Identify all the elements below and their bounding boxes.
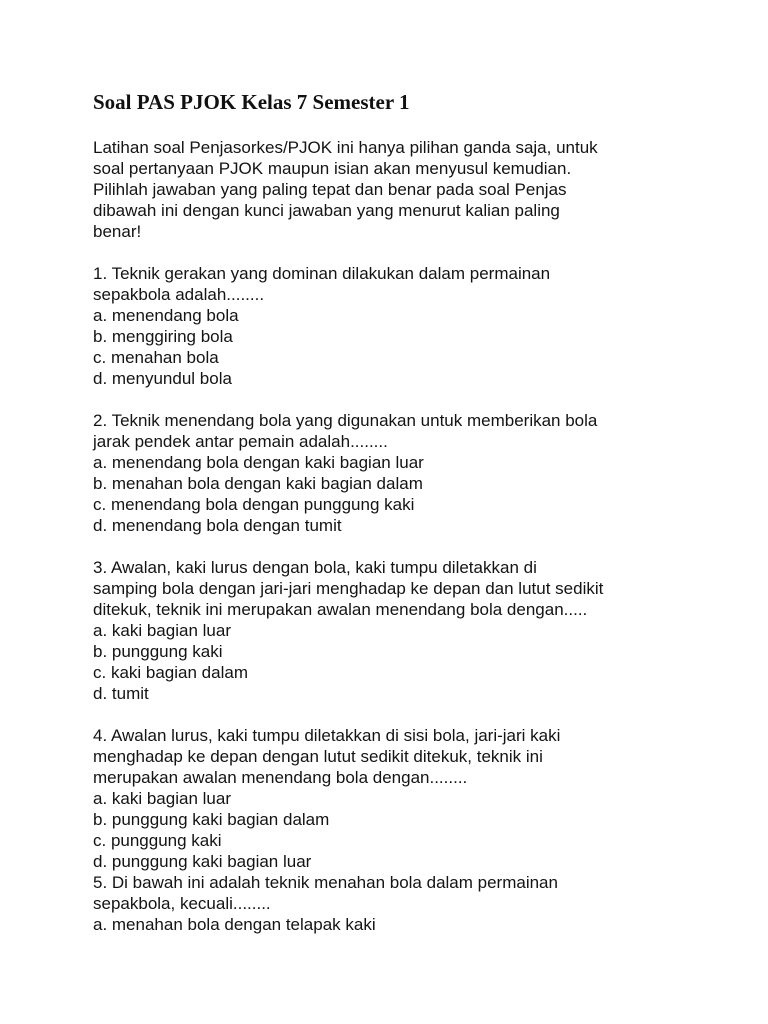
question-5 [93, 872, 733, 935]
question-1 [93, 263, 733, 389]
answer-option-a: a. menendang bola [93, 306, 239, 325]
intro-line: dibawah ini dengan kunci jawaban yang menurut kalian paling [93, 201, 560, 220]
paragraph-gap [93, 536, 733, 557]
question-text: 4. Awalan lurus, kaki tumpu diletakkan di sisi bola, jari-jari kaki [93, 726, 561, 745]
answer-option-b: b. menahan bola dengan kaki bagian dalam [93, 474, 423, 493]
intro-paragraph [93, 137, 733, 242]
paragraph-gap [93, 389, 733, 410]
question-text: sepakbola adalah........ [93, 285, 265, 304]
answer-option-c: c. menahan bola [93, 348, 219, 367]
question-4 [93, 725, 733, 872]
question-text: merupakan awalan menendang bola dengan........ [93, 768, 468, 787]
answer-option-c: c. punggung kaki [93, 831, 222, 850]
question-text: menghadap ke depan dengan lutut sedikit ditekuk, teknik ini [93, 747, 543, 766]
document-body [93, 137, 733, 935]
question-text: jarak pendek antar pemain adalah........ [93, 432, 388, 451]
answer-option-b: b. punggung kaki [93, 642, 223, 661]
answer-option-d: d. tumit [93, 684, 149, 703]
question-text: sepakbola, kecuali........ [93, 894, 271, 913]
question-3 [93, 557, 733, 704]
question-text: 5. Di bawah ini adalah teknik menahan bola dalam permainan [93, 873, 558, 892]
question-text: 2. Teknik menendang bola yang digunakan untuk memberikan bola [93, 411, 598, 430]
intro-line: benar! [93, 222, 142, 241]
answer-option-c: c. menendang bola dengan punggung kaki [93, 495, 415, 514]
answer-option-b: b. menggiring bola [93, 327, 233, 346]
answer-option-a: a. menahan bola dengan telapak kaki [93, 915, 376, 934]
answer-option-d: d. punggung kaki bagian luar [93, 852, 312, 871]
paragraph-gap [93, 242, 733, 263]
question-text: samping bola dengan jari-jari menghadap ke depan dan lutut sedikit [93, 579, 604, 598]
answer-option-a: a. kaki bagian luar [93, 789, 231, 808]
question-text: ditekuk, teknik ini merupakan awalan menendang bola dengan..... [93, 600, 588, 619]
document-title: Soal PAS PJOK Kelas 7 Semester 1 [93, 90, 410, 114]
intro-line: soal pertanyaan PJOK maupun isian akan menyusul kemudian. [93, 159, 572, 178]
paragraph-gap [93, 704, 733, 725]
answer-option-b: b. punggung kaki bagian dalam [93, 810, 330, 829]
answer-option-a: a. menendang bola dengan kaki bagian luar [93, 453, 424, 472]
question-2 [93, 410, 733, 536]
answer-option-a: a. kaki bagian luar [93, 621, 231, 640]
answer-option-c: c. kaki bagian dalam [93, 663, 248, 682]
question-text: 1. Teknik gerakan yang dominan dilakukan dalam permainan [93, 264, 551, 283]
question-text: 3. Awalan, kaki lurus dengan bola, kaki tumpu diletakkan di [93, 558, 537, 577]
answer-option-d: d. menyundul bola [93, 369, 232, 388]
intro-line: Pilihlah jawaban yang paling tepat dan benar pada soal Penjas [93, 180, 567, 199]
intro-line: Latihan soal Penjasorkes/PJOK ini hanya pilihan ganda saja, untuk [93, 138, 598, 157]
answer-option-d: d. menendang bola dengan tumit [93, 516, 342, 535]
